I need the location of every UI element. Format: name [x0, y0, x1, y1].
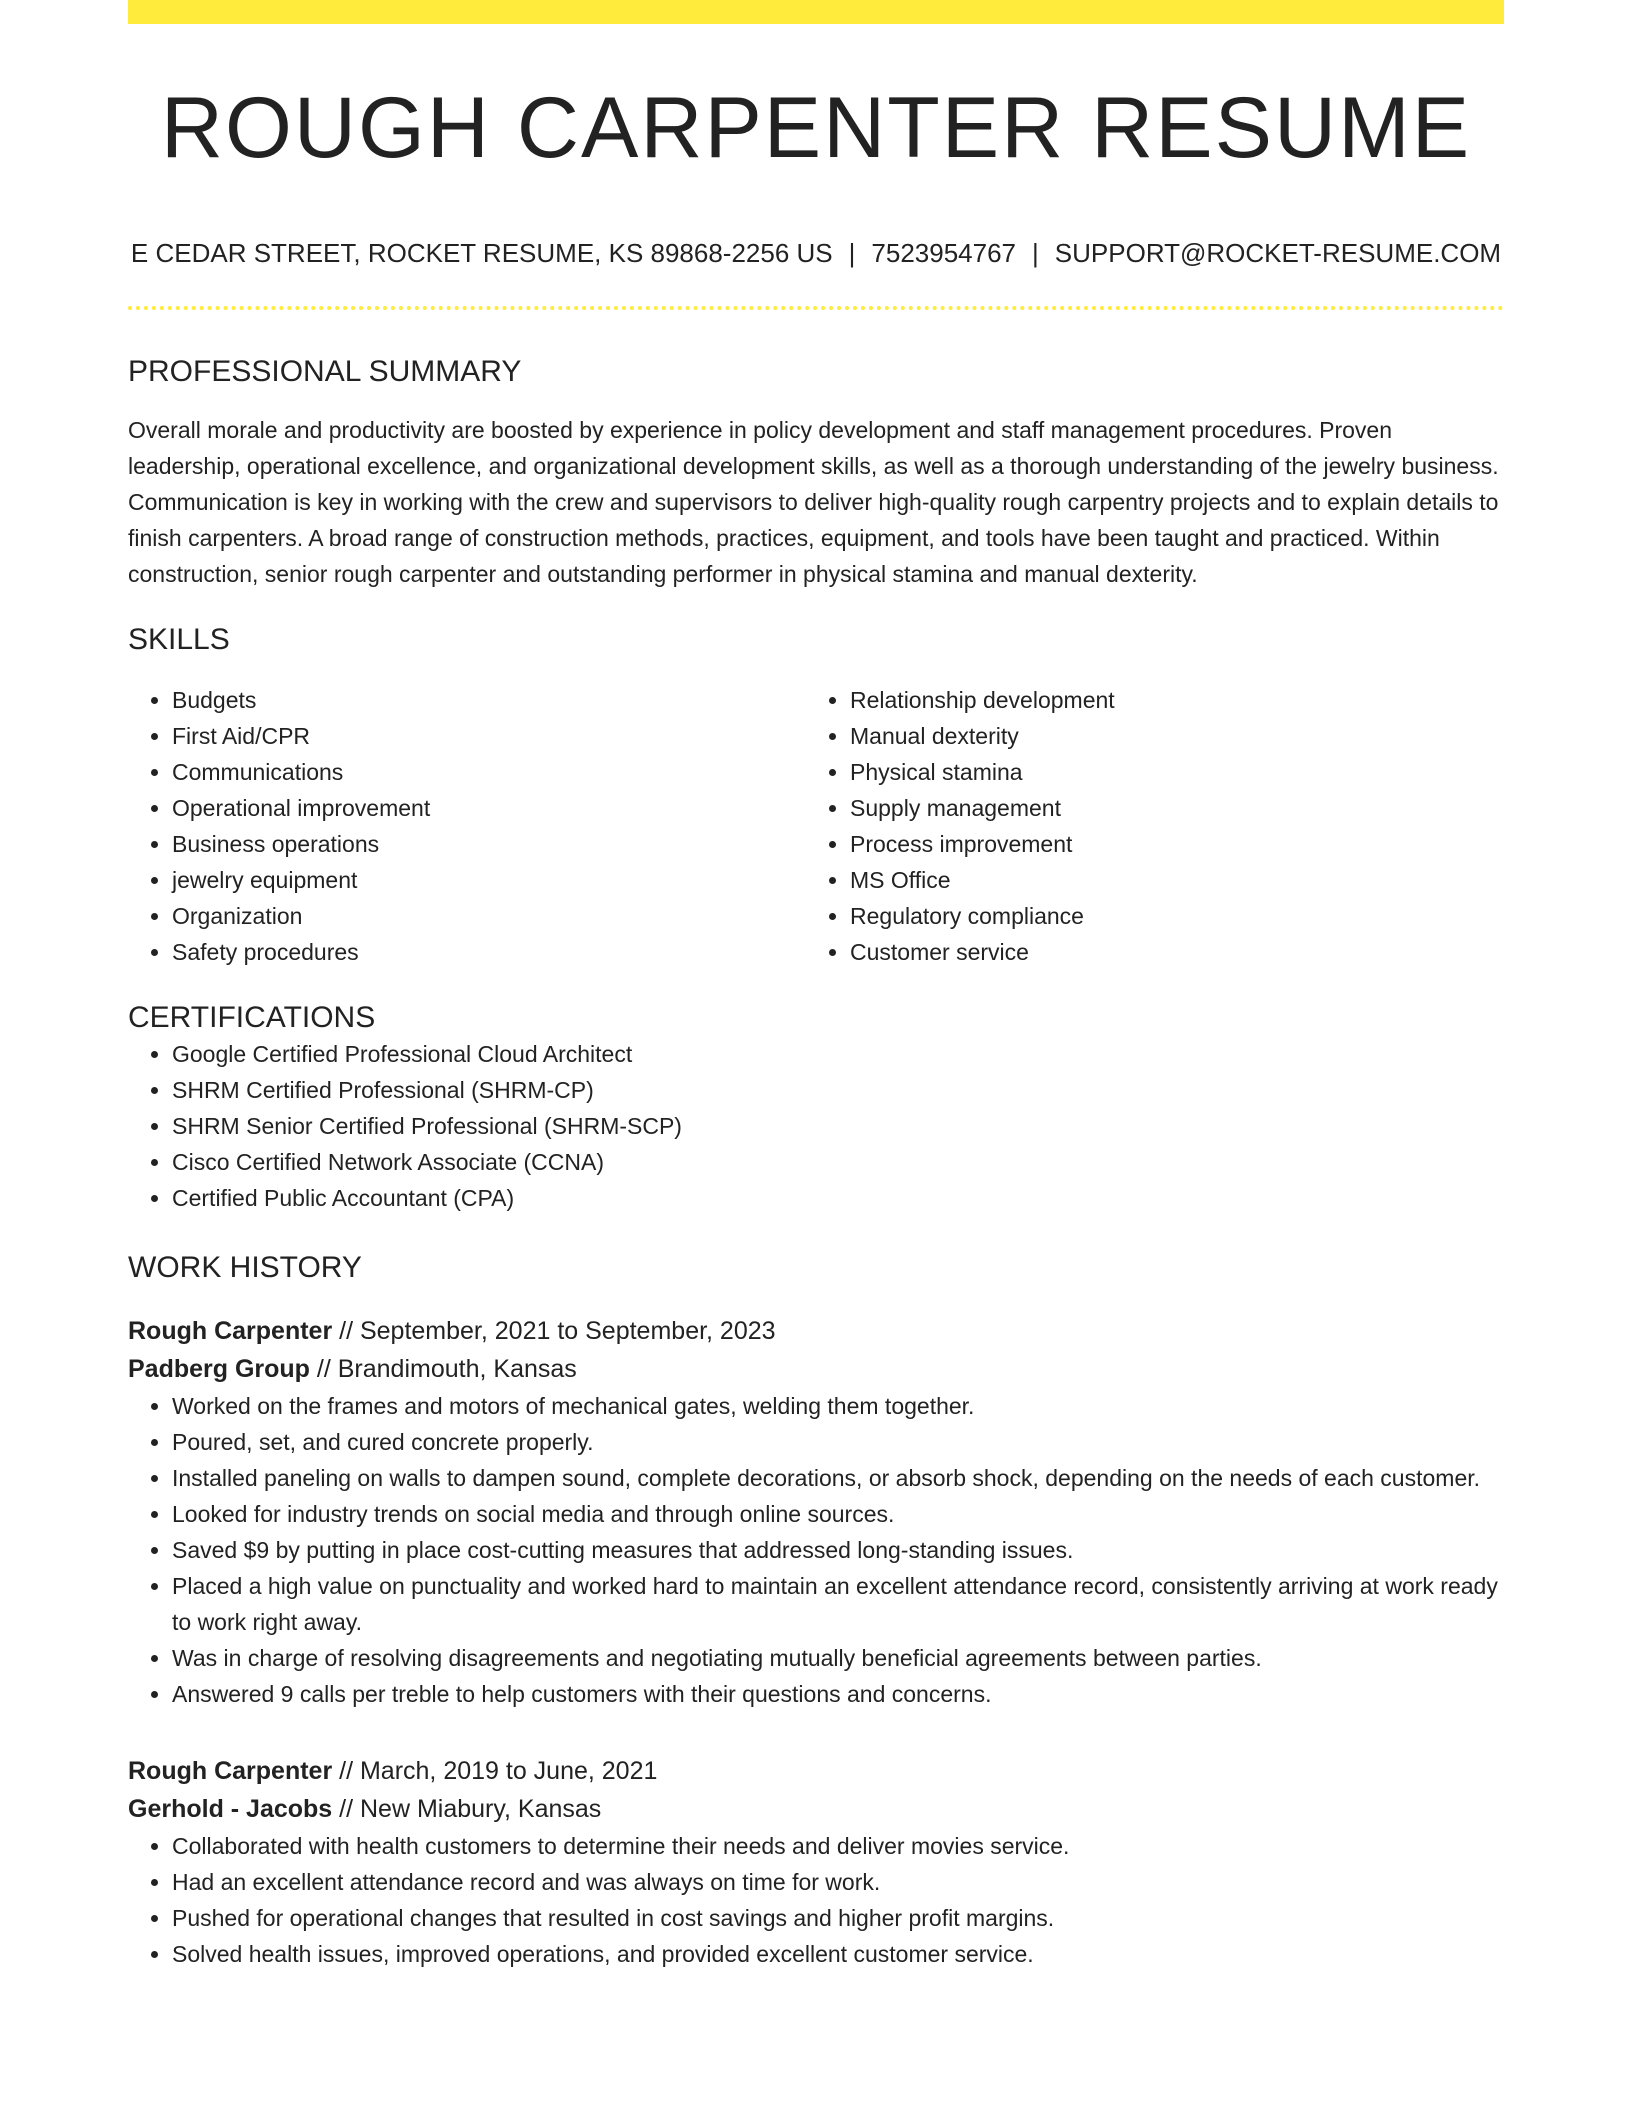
list-item: • Regulatory compliance: [850, 898, 1484, 934]
job-bullets: [128, 1828, 1504, 1972]
list-item: • Business operations: [172, 826, 806, 862]
contact-address: E CEDAR STREET, ROCKET RESUME, KS 89868-2256 US: [130, 237, 833, 268]
job-location: // Brandimouth, Kansas: [309, 1355, 577, 1384]
list-item: • First Aid/CPR: [172, 718, 806, 754]
list-item: • Answered 9 calls per treble to help customers with their questions and concerns.: [172, 1676, 1504, 1712]
header-divider: [128, 306, 1504, 310]
list-item: • SHRM Senior Certified Professional (SHRM-SCP): [172, 1108, 1504, 1144]
list-item: • Worked on the frames and motors of mechanical gates, welding them together.: [172, 1388, 1504, 1424]
job-entry: [128, 1752, 1504, 1972]
job-company-line: [128, 1790, 1504, 1828]
skills-column-left: [128, 682, 806, 970]
job-title: Rough Carpenter: [128, 1317, 333, 1346]
job-entry: [128, 1312, 1504, 1712]
list-item: • Relationship development: [850, 682, 1484, 718]
list-item: • Cisco Certified Network Associate (CCNA): [172, 1144, 1504, 1180]
list-item: • Customer service: [850, 934, 1484, 970]
skills-heading: SKILLS: [128, 623, 230, 657]
certifications-list: [128, 1036, 1504, 1216]
page-title: ROUGH CARPENTER RESUME: [160, 80, 1472, 176]
list-item: • Process improvement: [850, 826, 1484, 862]
contact-separator: |: [848, 237, 856, 268]
list-item: • Manual dexterity: [850, 718, 1484, 754]
contact-phone: 7523954767: [871, 237, 1017, 268]
list-item: • Poured, set, and cured concrete properly.: [172, 1424, 1504, 1460]
skills-list-right: [850, 682, 1484, 970]
job-company: Gerhold - Jacobs: [128, 1795, 333, 1824]
job-location: // New Miabury, Kansas: [332, 1795, 602, 1824]
list-item: • Pushed for operational changes that resulted in cost savings and higher profit margins.: [172, 1900, 1504, 1936]
list-item: • MS Office: [850, 862, 1484, 898]
job-bullets: [128, 1388, 1504, 1712]
skills-column-right: [806, 682, 1484, 970]
list-item: • Solved health issues, improved operations, and provided excellent customer service.: [172, 1936, 1504, 1972]
list-item: • Operational improvement: [172, 790, 806, 826]
summary-heading: PROFESSIONAL SUMMARY: [128, 355, 522, 389]
job-dates: // September, 2021 to September, 2023: [332, 1317, 776, 1346]
job-company: Padberg Group: [128, 1355, 310, 1384]
skills-columns: [128, 682, 1504, 970]
list-item: • Collaborated with health customers to determine their needs and deliver movies service.: [172, 1828, 1504, 1864]
list-item: • Communications: [172, 754, 806, 790]
certifications-heading: CERTIFICATIONS: [128, 1001, 376, 1035]
list-item: • Physical stamina: [850, 754, 1484, 790]
accent-top-bar: [128, 0, 1504, 24]
contact-email: SUPPORT@ROCKET-RESUME.COM: [1054, 237, 1502, 268]
list-item: • Installed paneling on walls to dampen sound, complete decorations, or absorb shock, depending on the needs of each customer.: [172, 1460, 1504, 1496]
resume-page: [128, 0, 1504, 1972]
list-item: • Certified Public Accountant (CPA): [172, 1180, 1504, 1216]
list-item: • SHRM Certified Professional (SHRM-CP): [172, 1072, 1504, 1108]
list-item: • Organization: [172, 898, 806, 934]
contact-separator: |: [1032, 237, 1039, 268]
list-item: • Supply management: [850, 790, 1484, 826]
contact-line: [128, 238, 1504, 269]
job-title-line: [128, 1312, 1504, 1350]
work-history-heading: WORK HISTORY: [128, 1251, 362, 1285]
work-history-list: [128, 1312, 1504, 1972]
list-item: • Placed a high value on punctuality and worked hard to maintain an excellent attendance record, consistently arriving at work ready to work right away.: [172, 1568, 1504, 1640]
job-title-line: [128, 1752, 1504, 1790]
list-item: • Budgets: [172, 682, 806, 718]
job-title: Rough Carpenter: [128, 1757, 333, 1786]
list-item: • Looked for industry trends on social media and through online sources.: [172, 1496, 1504, 1532]
list-item: • Saved $9 by putting in place cost-cutting measures that addressed long-standing issues.: [172, 1532, 1504, 1568]
list-item: • Was in charge of resolving disagreements and negotiating mutually beneficial agreements between parties.: [172, 1640, 1504, 1676]
list-item: • jewelry equipment: [172, 862, 806, 898]
list-item: • Google Certified Professional Cloud Architect: [172, 1036, 1504, 1072]
summary-text: Overall morale and productivity are boosted by experience in policy development and staff management procedures. Proven leadership, operational excellence, and organizational development skills, as well as a thorough understanding of the jewelry business. Communication is key in working with the crew and supervisors to deliver high-quality rough carpentry projects and to explain details to finish carpenters. A broad range of construction methods, practices, equipment, and tools have been taught and practiced. Within construction, senior rough carpenter and outstanding performer in physical stamina and manual dexterity.: [128, 417, 1499, 588]
list-item: • Safety procedures: [172, 934, 806, 970]
job-dates: // March, 2019 to June, 2021: [332, 1757, 658, 1786]
list-item: • Had an excellent attendance record and was always on time for work.: [172, 1864, 1504, 1900]
job-company-line: [128, 1350, 1504, 1388]
skills-list-left: [172, 682, 806, 970]
